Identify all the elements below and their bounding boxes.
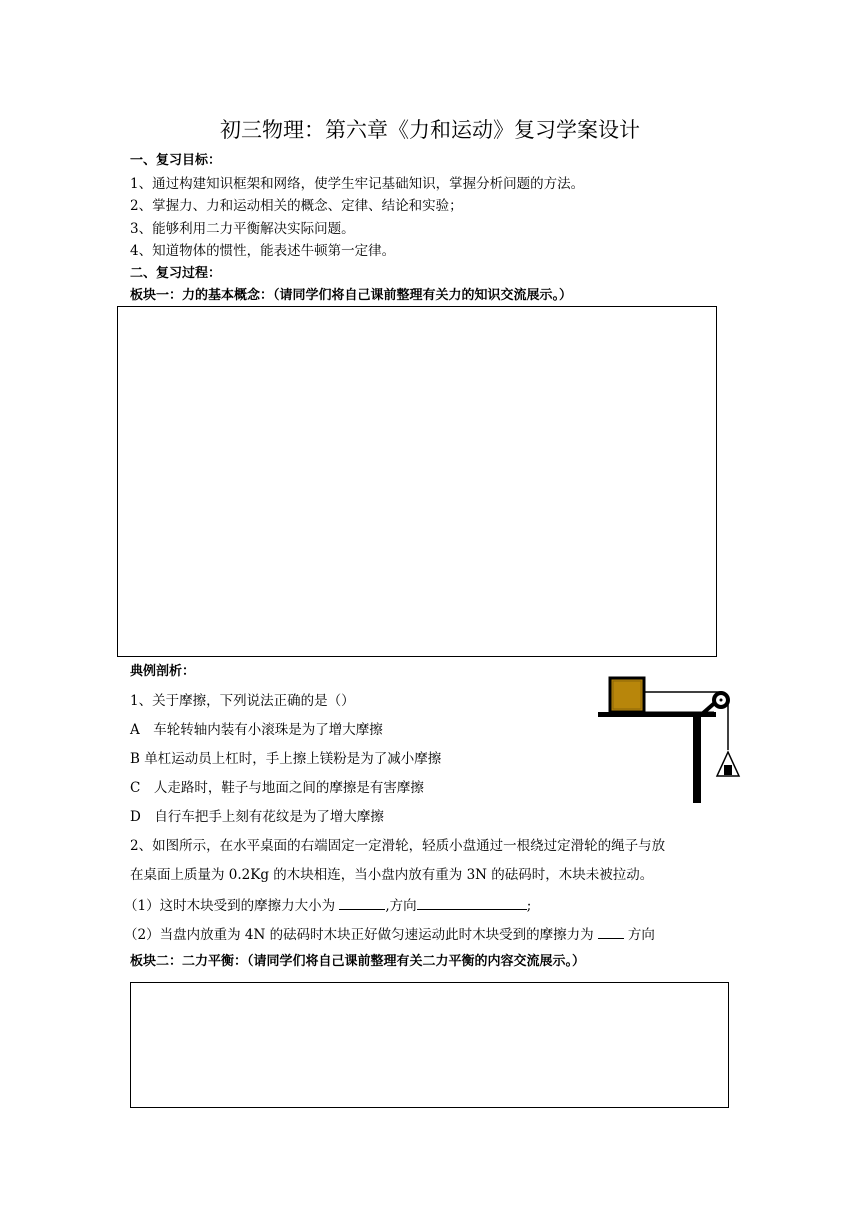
q1-option-a: A 车轮转轴内装有小滚珠是为了增大摩擦 [130,722,383,738]
q2-blank-direction[interactable] [417,895,527,910]
goal-item-2: 2、掌握力、力和运动相关的概念、定律、结论和实验； [130,198,463,214]
block1-answer-box[interactable] [117,306,717,657]
q1-stem: 1、关于摩擦，下列说法正确的是（） [130,693,355,709]
pulley-diagram [590,670,750,810]
weight [724,765,732,775]
wooden-block [610,678,644,712]
q2-sub2-text-b: 方向 [623,927,655,943]
q2-line-1: 2、如图所示，在水平桌面的右端固定一定滑轮，轻质小盘通过一根绕过定滑轮的绳子与放 [130,838,666,854]
q2-sub1-text-c: ; [526,898,532,914]
q1-option-b: B 单杠运动员上杠时，手上擦上镁粉是为了减小摩擦 [130,751,442,767]
goal-item-4: 4、知道物体的惯性，能表述牛顿第一定律。 [130,243,396,259]
q2-blank-friction[interactable] [339,895,385,910]
goals-heading: 一、复习目标： [130,153,222,168]
q2-sub-1 [124,895,531,915]
block1-heading: 板块一：力的基本概念：（请同学们将自己课前整理有关力的知识交流展示。） [130,288,573,303]
q2-sub1-text-b: ,方向 [385,898,417,914]
q2-sub2-text-a: （2）当盘内放重为 4N 的砝码时木块正好做匀速运动此时木块受到的摩擦力为 [124,927,594,943]
process-heading: 二、复习过程： [130,266,222,281]
page-title: 初三物理：第六章《力和运动》复习学案设计 [220,118,640,142]
q2-sub1-text-a: （1）这时木块受到的摩擦力大小为 [124,898,340,914]
table-leg [693,717,701,803]
block2-answer-box[interactable] [130,982,729,1108]
q2-sub-2 [124,924,655,944]
q2-blank-friction-2[interactable] [598,924,624,939]
examples-heading: 典例剖析： [130,664,196,679]
pulley-axle [720,699,723,702]
goal-item-1: 1、通过构建知识框架和网络，使学生牢记基础知识，掌握分析问题的方法。 [130,176,585,192]
block2-heading: 板块二：二力平衡：（请同学们将自己课前整理有关二力平衡的内容交流展示。） [130,954,586,969]
q2-line-2: 在桌面上质量为 0.2Kg 的木块相连，当小盘内放有重为 3N 的砝码时，木块未被拉动。 [130,867,654,883]
table-top [598,712,716,717]
q1-option-d: D 自行车把手上刻有花纹是为了增大摩擦 [130,809,384,825]
goal-item-3: 3、能够利用二力平衡解决实际问题。 [130,221,355,237]
q1-option-c: C 人走路时，鞋子与地面之间的摩擦是有害摩擦 [130,780,424,796]
